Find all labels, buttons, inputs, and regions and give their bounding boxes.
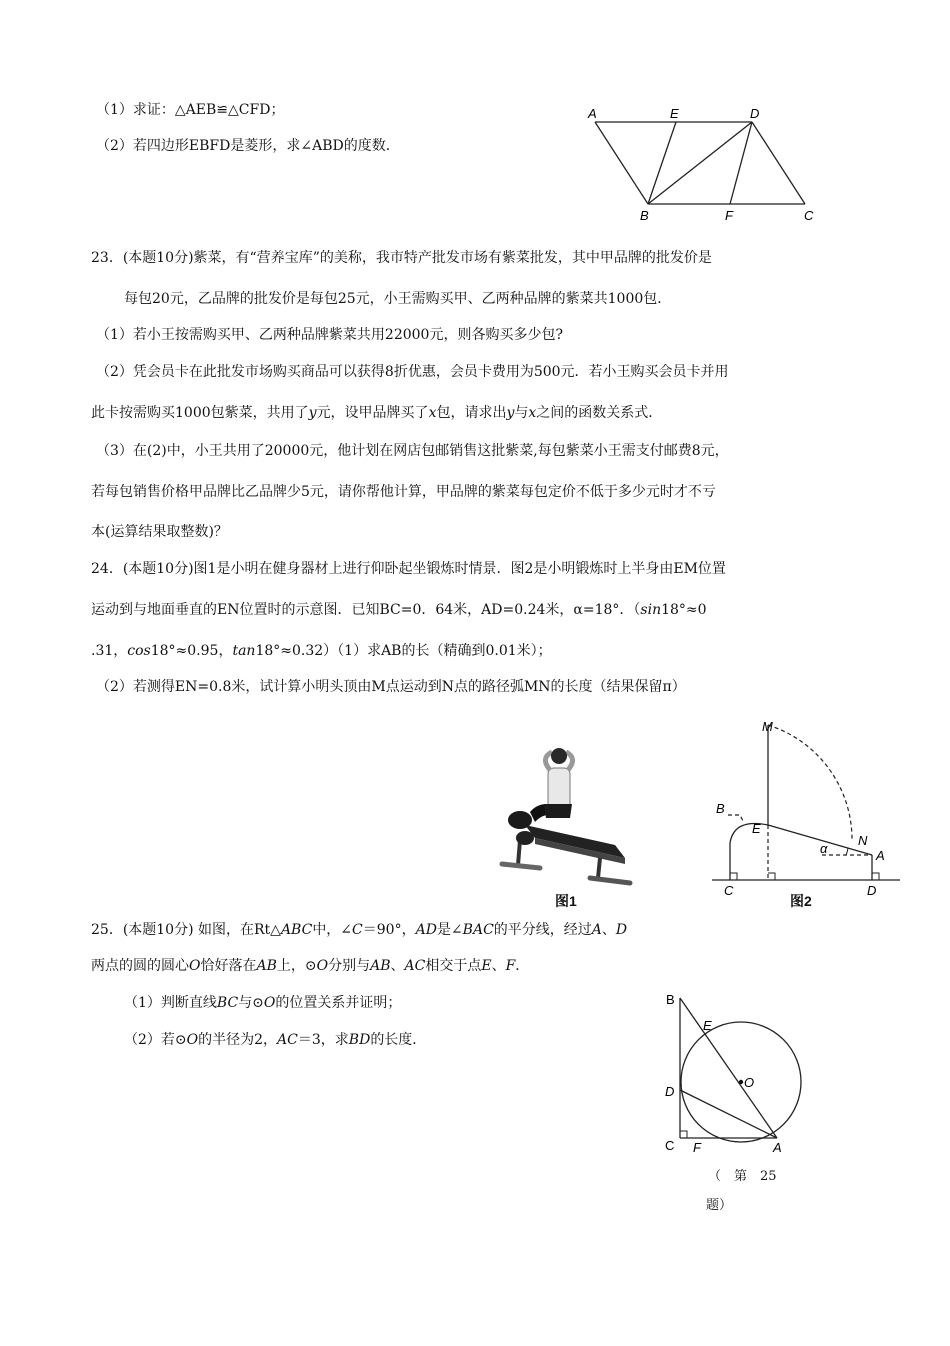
q22-segment-be: [648, 122, 676, 204]
q24-label-a: A: [876, 848, 885, 863]
q22-segment-df: [730, 122, 752, 204]
q24-line1: 24．(本题10分)图1是小明在健身器材上进行仰卧起坐锻炼时情景．图2是小明锻炼时上半身由EM位置: [91, 561, 726, 577]
q22-label-f: F: [725, 208, 733, 223]
q23-part2a: （2）凭会员卡在此批发市场购买商品可以获得8折优惠，会员卡费用为500元．若小王购买会员卡并用: [96, 364, 729, 380]
q25-label-d: D: [665, 1084, 675, 1099]
q25-part2: （2）若⊙O的半径为2，AC＝3，求BD的长度．: [124, 1032, 427, 1048]
q25-circle-triangle-figure: [655, 990, 815, 1160]
q24-fig2-caption: 图2: [790, 893, 812, 909]
q24-label-n: N: [858, 833, 868, 848]
q25-segment-ad: [680, 1090, 777, 1138]
q22-segment-dc: [752, 122, 805, 204]
q23-line2: 每包20元，乙品牌的批发价是每包25元，小王需购买甲、乙两种品牌的紫菜共1000包．: [124, 291, 672, 307]
q24-label-m: M: [762, 719, 773, 734]
q24-label-b: B: [716, 801, 725, 816]
q25-label-o: O: [744, 1075, 755, 1090]
q24-line3: .31，cos18°≈0.95，tan18°≈0.32）（1）求AB的长（精确到0.01米）；: [91, 643, 552, 659]
q25-segment-ab: [680, 998, 777, 1138]
q23-line1: 23．(本题10分)紫菜，有“营养宝库”的美称，我市特产批发市场有紫菜批发，其中甲品牌的批发价是: [91, 250, 712, 266]
q25-label-c: C: [665, 1138, 675, 1153]
q23-part1: （1）若小王按需购买甲、乙两种品牌紫菜共用22000元，则各购买多少包?: [96, 327, 563, 343]
q24-label-d: D: [867, 883, 877, 898]
q24-fig2-diagram: [700, 715, 905, 915]
q23-part2b: 此卡按需购买1000包紫菜，共用了y元，设甲品牌买了x包，请求出y与x之间的函数关系式．: [91, 405, 663, 421]
q22-part1: （1）求证：△AEB≌△CFD；: [96, 102, 285, 118]
q25-caption-line2: 题）: [706, 1198, 733, 1213]
q25-caption-line1: （ 第 25: [708, 1169, 777, 1184]
q22-label-a: A: [588, 106, 597, 121]
q25-label-f: F: [693, 1140, 701, 1155]
q24-label-c: C: [724, 883, 734, 898]
q24-arc-mn: [768, 725, 852, 841]
q24-label-alpha: α: [820, 841, 828, 856]
q22-parallelogram-figure: [580, 100, 830, 225]
q22-segment-ab: [595, 122, 648, 204]
q24-line2: 运动到与地面垂直的EN位置时的示意图．已知BC=0．64米，AD=0.24米，α=18°．（sin18°≈0: [91, 602, 707, 618]
q22-label-c: C: [804, 208, 814, 223]
q25-label-a: A: [773, 1140, 782, 1155]
q22-part2: （2）若四边形EBFD是菱形，求∠ABD的度数．: [96, 138, 400, 154]
q25-line2: 两点的圆的圆心O恰好落在AB上，⊙O分别与AB、AC相交于点E、F．: [91, 958, 530, 974]
q25-label-b: B: [666, 992, 675, 1007]
q25-center-o-dot: [739, 1080, 743, 1084]
q23-part3a: （3）在(2)中，小王共用了20000元，他计划在网店包邮销售这批紫菜,每包紫菜小王需支付邮费8元，: [96, 443, 729, 459]
q22-label-b: B: [640, 208, 649, 223]
q24-dashed-b-curve: [728, 815, 744, 823]
q25-part1: （1）判断直线BC与⊙O的位置关系并证明；: [124, 995, 402, 1011]
q22-segment-bd: [648, 122, 752, 204]
q23-part3c: 本(运算结果取整数)？: [91, 524, 228, 540]
q24-part2: （2）若测得EN=0.8米，试计算小明头顶由M点运动到N点的路径弧MN的长度（结果保留π）: [96, 679, 686, 695]
q24-label-e: E: [752, 821, 761, 836]
q24-curve-b-to-e: [730, 823, 768, 843]
q22-label-e: E: [670, 106, 679, 121]
q24-fig1-situp-illustration: [480, 740, 650, 910]
q25-label-e: E: [703, 1018, 712, 1033]
q25-line1: 25．(本题10分) 如图，在Rt△ABC中，∠C＝90°，AD是∠BAC的平分线，经过A、D: [91, 922, 628, 938]
q24-fig1-caption: 图1: [555, 893, 577, 909]
q22-label-d: D: [750, 106, 760, 121]
q23-part3b: 若每包销售价格甲品牌比乙品牌少5元，请你帮他计算，甲品牌的紫菜每包定价不低于多少元时才不亏: [91, 484, 716, 500]
